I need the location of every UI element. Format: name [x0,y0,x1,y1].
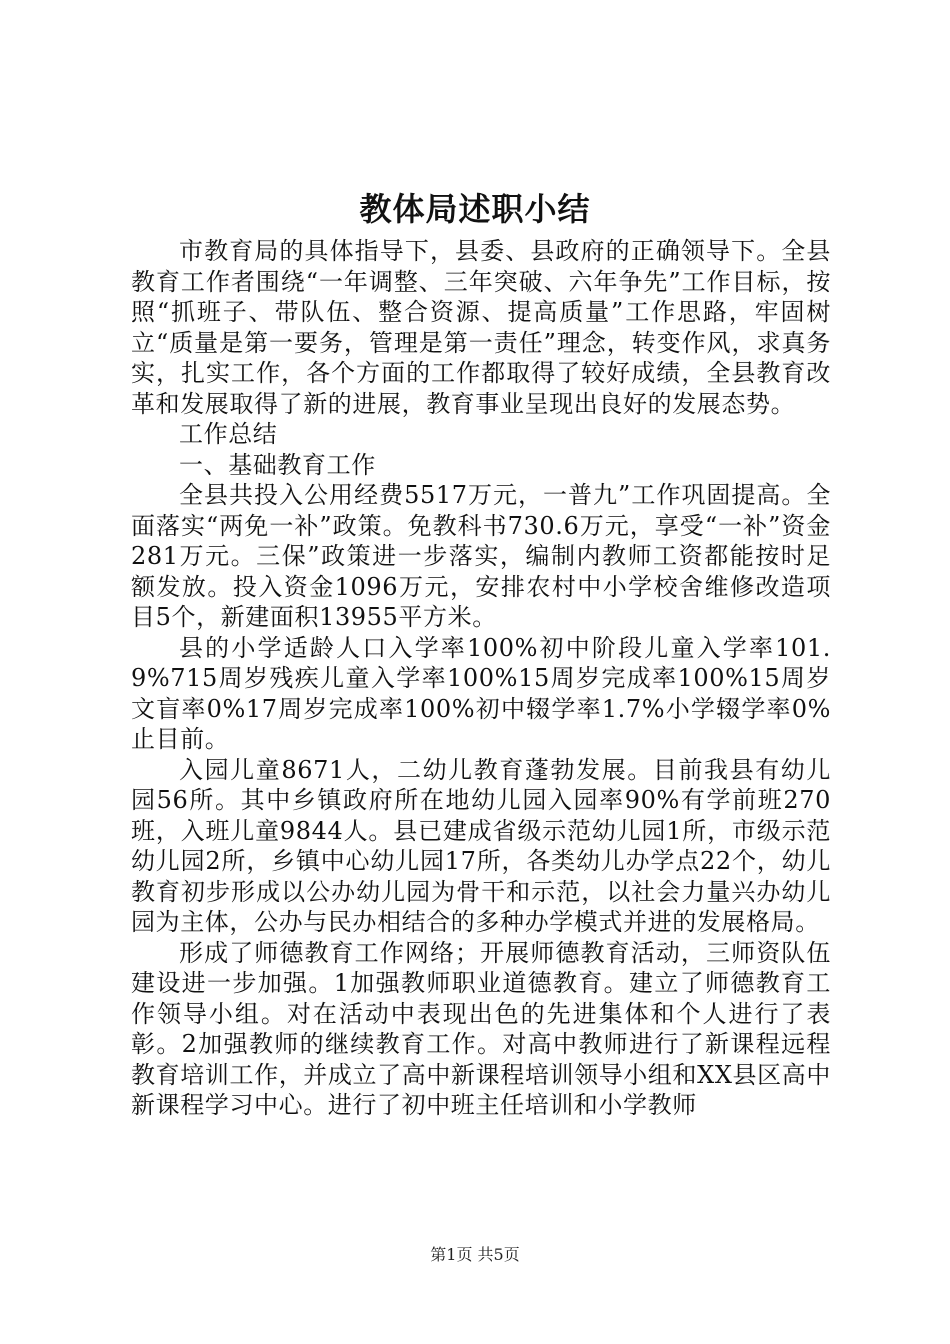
paragraph-funding: 全县共投入公用经费5517万元，一普九”工作巩固提高。全面落实“两免一补”政策。免教科书730.6万元，享受“一补”资金281万元。三保”政策进一步落实，编制内教师工资都能按时足额发放。投入资金1096万元，安排农村中小学校舍维修改造项目5个，新建面积13955平方米。 [131,481,831,631]
document-title: 教体局述职小结 [359,190,591,228]
page-number-footer: 第1页 共5页 [430,1245,520,1264]
section-heading-work-summary: 工作总结 [179,420,278,448]
paragraph-enrollment-rates: 县的小学适龄人口入学率100%初中阶段儿童入学率101.9%715周岁残疾儿童入学率100%15周岁完成率100%15周岁文盲率0%17周岁完成率100%初中辍学率1.7%小学辍学率0%止目前。 [131,633,831,753]
paragraph-teacher-development: 形成了师德教育工作网络；开展师德教育活动，三师资队伍建设进一步加强。1加强教师职业道德教育。建立了师德教育工作领导小组。对在活动中表现出色的先进集体和个人进行了表彰。2加强教师的继续教育工作。对高中教师进行了新课程远程教育培训工作，并成立了高中新课程培训领导小组和XX县区高中新课程学习中心。进行了初中班主任培训和小学教师 [131,938,831,1119]
section-heading-basic-education: 一、基础教育工作 [179,450,376,479]
paragraph-preschool: 入园儿童8671人，二幼儿教育蓬勃发展。目前我县有幼儿园56所。其中乡镇政府所在地幼儿园入园率90%有学前班270班，入班儿童9844人。县已建成省级示范幼儿园1所，市级示范幼儿园2所，乡镇中心幼儿园17所，各类幼儿办学点22个，幼儿教育初步形成以公办幼儿园为骨干和示范，以社会力量兴办幼儿园为主体，公办与民办相结合的多种办学模式并进的发展格局。 [131,755,831,936]
paragraph-intro: 市教育局的具体指导下，县委、县政府的正确领导下。全县教育工作者围绕“一年调整、三年突破、六年争先”工作目标，按照“抓班子、带队伍、整合资源、提高质量”工作思路，牢固树立“质量是第一要务，管理是第一责任”理念，转变作风，求真务实，扎实工作，各个方面的工作都取得了较好成绩，全县教育改革和发展取得了新的进展，教育事业呈现出良好的发展态势。 [131,237,831,418]
document-body [131,236,831,1121]
